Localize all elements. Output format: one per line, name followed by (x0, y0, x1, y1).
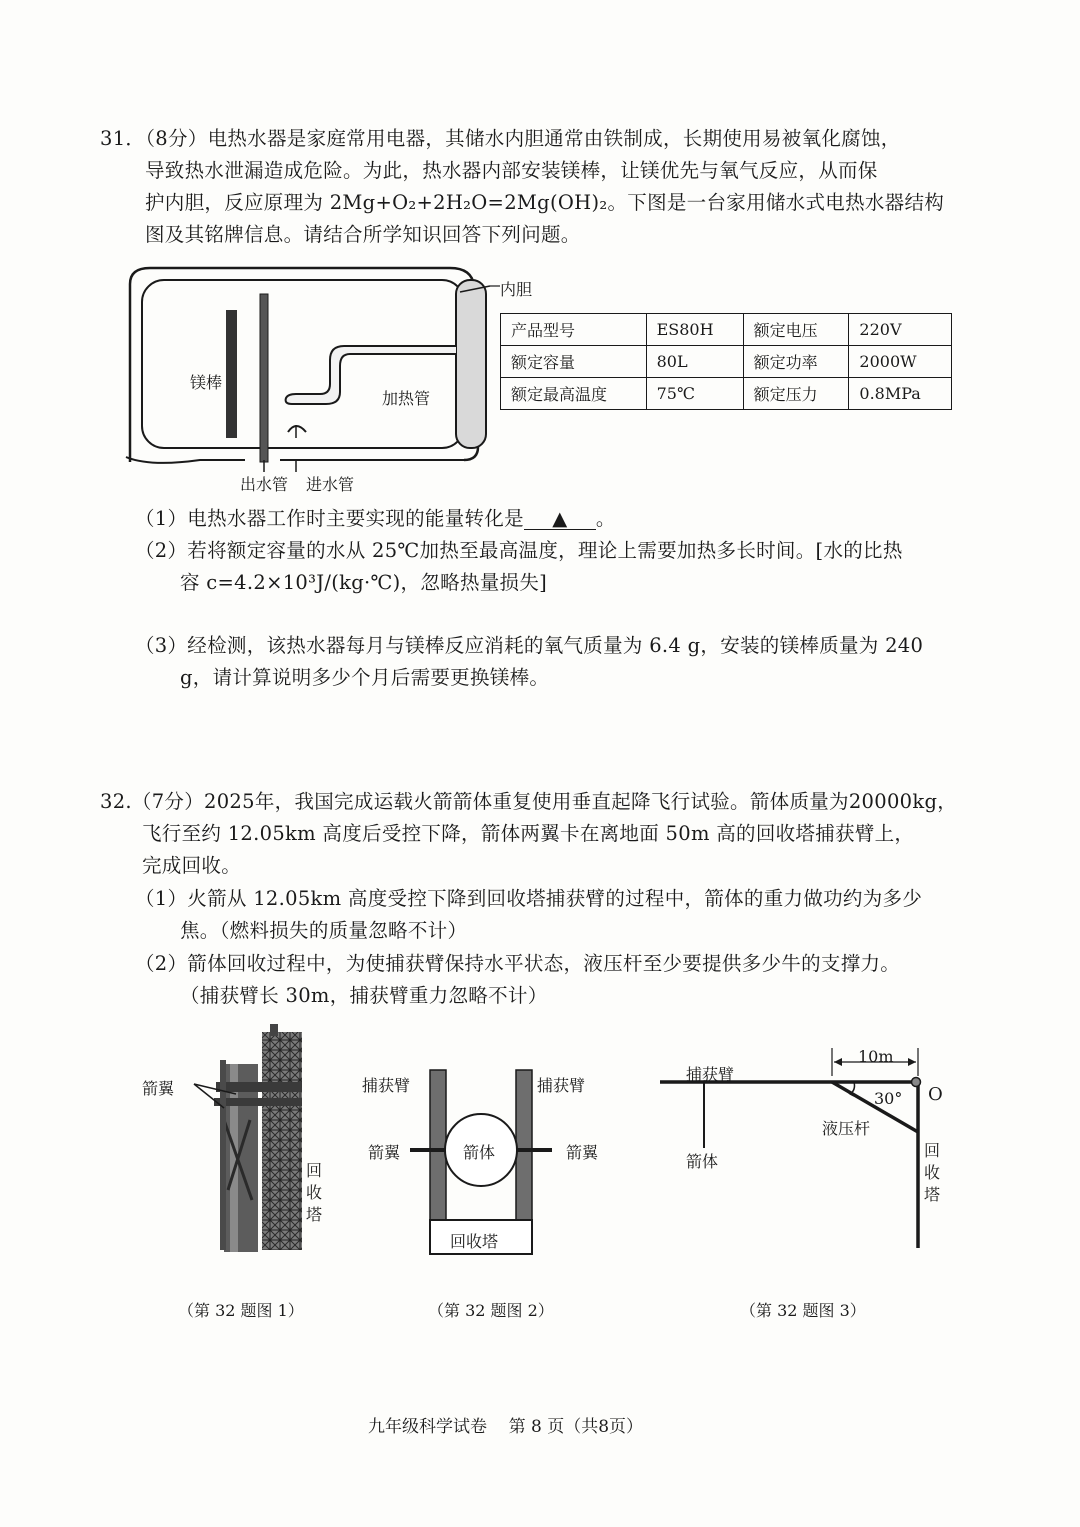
table-cell: 额定功率 (743, 346, 849, 378)
q32-sub2-line-1: （2）箭体回收过程中，为使捕获臂保持水平状态，液压杆至少要提供多少牛的支撑力。 (135, 952, 901, 975)
fig3-tower-char: 塔 (924, 1185, 941, 1204)
fig2-label-wing-right: 箭翼 (566, 1143, 599, 1162)
fig1-label-wing: 箭翼 (142, 1079, 175, 1098)
table-cell: 0.8MPa (849, 378, 952, 410)
table-cell: 220V (849, 314, 952, 346)
q31-sub1 (135, 503, 616, 535)
table-cell: ES80H (646, 314, 743, 346)
q32-sub1-line-1: （1）火箭从 12.05km 高度受控下降到回收塔捕获臂的过程中，箭体的重力做功约为多少 (135, 887, 923, 910)
table-cell: 额定电压 (743, 314, 849, 346)
table-cell: 80L (646, 346, 743, 378)
fig1-caption: （第 32 题图 1） (178, 1301, 304, 1320)
q31-sub1-end: 。 (595, 507, 616, 530)
fig3-label-rod: 液压杆 (822, 1119, 871, 1138)
fig2-label-tower: 回收塔 (450, 1232, 499, 1251)
fig3-label-pivot: O (928, 1084, 943, 1105)
q31-sub2-line-2: 容 c=4.2×10³J/(kg·℃)，忽略热量损失] (180, 571, 548, 594)
label-inner-tank: 内胆 (500, 280, 533, 299)
q31-line-3: 护内胆，反应原理为 2Mg+O₂+2H₂O=2Mg(OH)₂。下图是一台家用储水式电热水器结构 (145, 191, 945, 214)
q32-sub2-line-2: （捕获臂长 30m，捕获臂重力忽略不计） (180, 984, 548, 1007)
q31-line-4: 图及其铭牌信息。请结合所学知识回答下列问题。 (145, 223, 581, 246)
q32-line-3: 完成回收。 (142, 854, 242, 877)
table-cell: 产品型号 (501, 314, 647, 346)
table-row (501, 314, 952, 346)
table-cell: 2000W (849, 346, 952, 378)
fig3-label-distance: 10m (858, 1047, 894, 1066)
fig3-label-angle: 30° (874, 1089, 903, 1108)
fig3-label-body: 箭体 (686, 1152, 719, 1171)
fig2-label-arm-right: 捕获臂 (537, 1076, 586, 1095)
fig2-label-wing-left: 箭翼 (368, 1143, 401, 1162)
answer-blank[interactable]: ▲ (524, 509, 596, 530)
label-inlet-pipe: 进水管 (306, 475, 355, 494)
q31-sub3-line-2: g，请计算说明多少个月后需要更换镁棒。 (180, 666, 550, 689)
q32-line-1: 32.（7分）2025年，我国完成运载火箭箭体重复使用垂直起降飞行试验。箭体质量为20000kg， (100, 790, 958, 813)
fig2-caption: （第 32 题图 2） (428, 1301, 554, 1320)
q31-line-1: 31．（8分）电热水器是家庭常用电器，其储水内胆通常由铁制成，长期使用易被氧化腐蚀， (100, 127, 901, 150)
q32-line-2: 飞行至约 12.05km 高度后受控下降，箭体两翼卡在离地面 50m 高的回收塔捕获臂上， (142, 822, 915, 845)
table-row (501, 378, 952, 410)
fig2-label-arm-left: 捕获臂 (362, 1076, 411, 1095)
fig1-tower-char: 收 (306, 1183, 323, 1202)
table-cell: 额定最高温度 (501, 378, 647, 410)
q32-sub1-line-2: 焦。（燃料损失的质量忽略不计） (180, 919, 468, 942)
table-row (501, 346, 952, 378)
table-cell: 额定压力 (743, 378, 849, 410)
q31-sub1-text: （1）电热水器工作时主要实现的能量转化是 (135, 507, 524, 530)
fig1-tower-char: 回 (306, 1161, 323, 1180)
nameplate-table (500, 313, 952, 410)
q31-line-2: 导致热水泄漏造成危险。为此，热水器内部安装镁棒，让镁优先与氧气反应，从而保 (145, 159, 878, 182)
fig1-label-tower (306, 1160, 322, 1226)
fig3-label-arm: 捕获臂 (686, 1065, 735, 1084)
table-cell: 75℃ (646, 378, 743, 410)
q31-sub2-line-1: （2）若将额定容量的水从 25℃加热至最高温度，理论上需要加热多长时间。[水的比热 (135, 539, 903, 562)
rocket-tower-photo (200, 1020, 310, 1252)
fig3-tower-char: 收 (924, 1163, 941, 1182)
fig3-label-tower (924, 1140, 940, 1206)
label-mg-rod: 镁棒 (190, 373, 223, 392)
label-heating-tube: 加热管 (382, 389, 431, 408)
fig1-tower-char: 塔 (306, 1205, 323, 1224)
fig3-tower-char: 回 (924, 1141, 941, 1160)
q31-sub3-line-1: （3）经检测，该热水器每月与镁棒反应消耗的氧气质量为 6.4 g，安装的镁棒质量为 240 (135, 634, 924, 657)
wing-pointer-lines (180, 1080, 260, 1120)
fig3-caption: （第 32 题图 3） (740, 1301, 866, 1320)
label-outlet-pipe: 出水管 (240, 475, 289, 494)
page-footer: 九年级科学试卷 第 8 页（共8页） (368, 1417, 644, 1437)
water-heater-diagram (120, 262, 510, 497)
table-cell: 额定容量 (501, 346, 647, 378)
fig2-label-body: 箭体 (463, 1143, 496, 1162)
